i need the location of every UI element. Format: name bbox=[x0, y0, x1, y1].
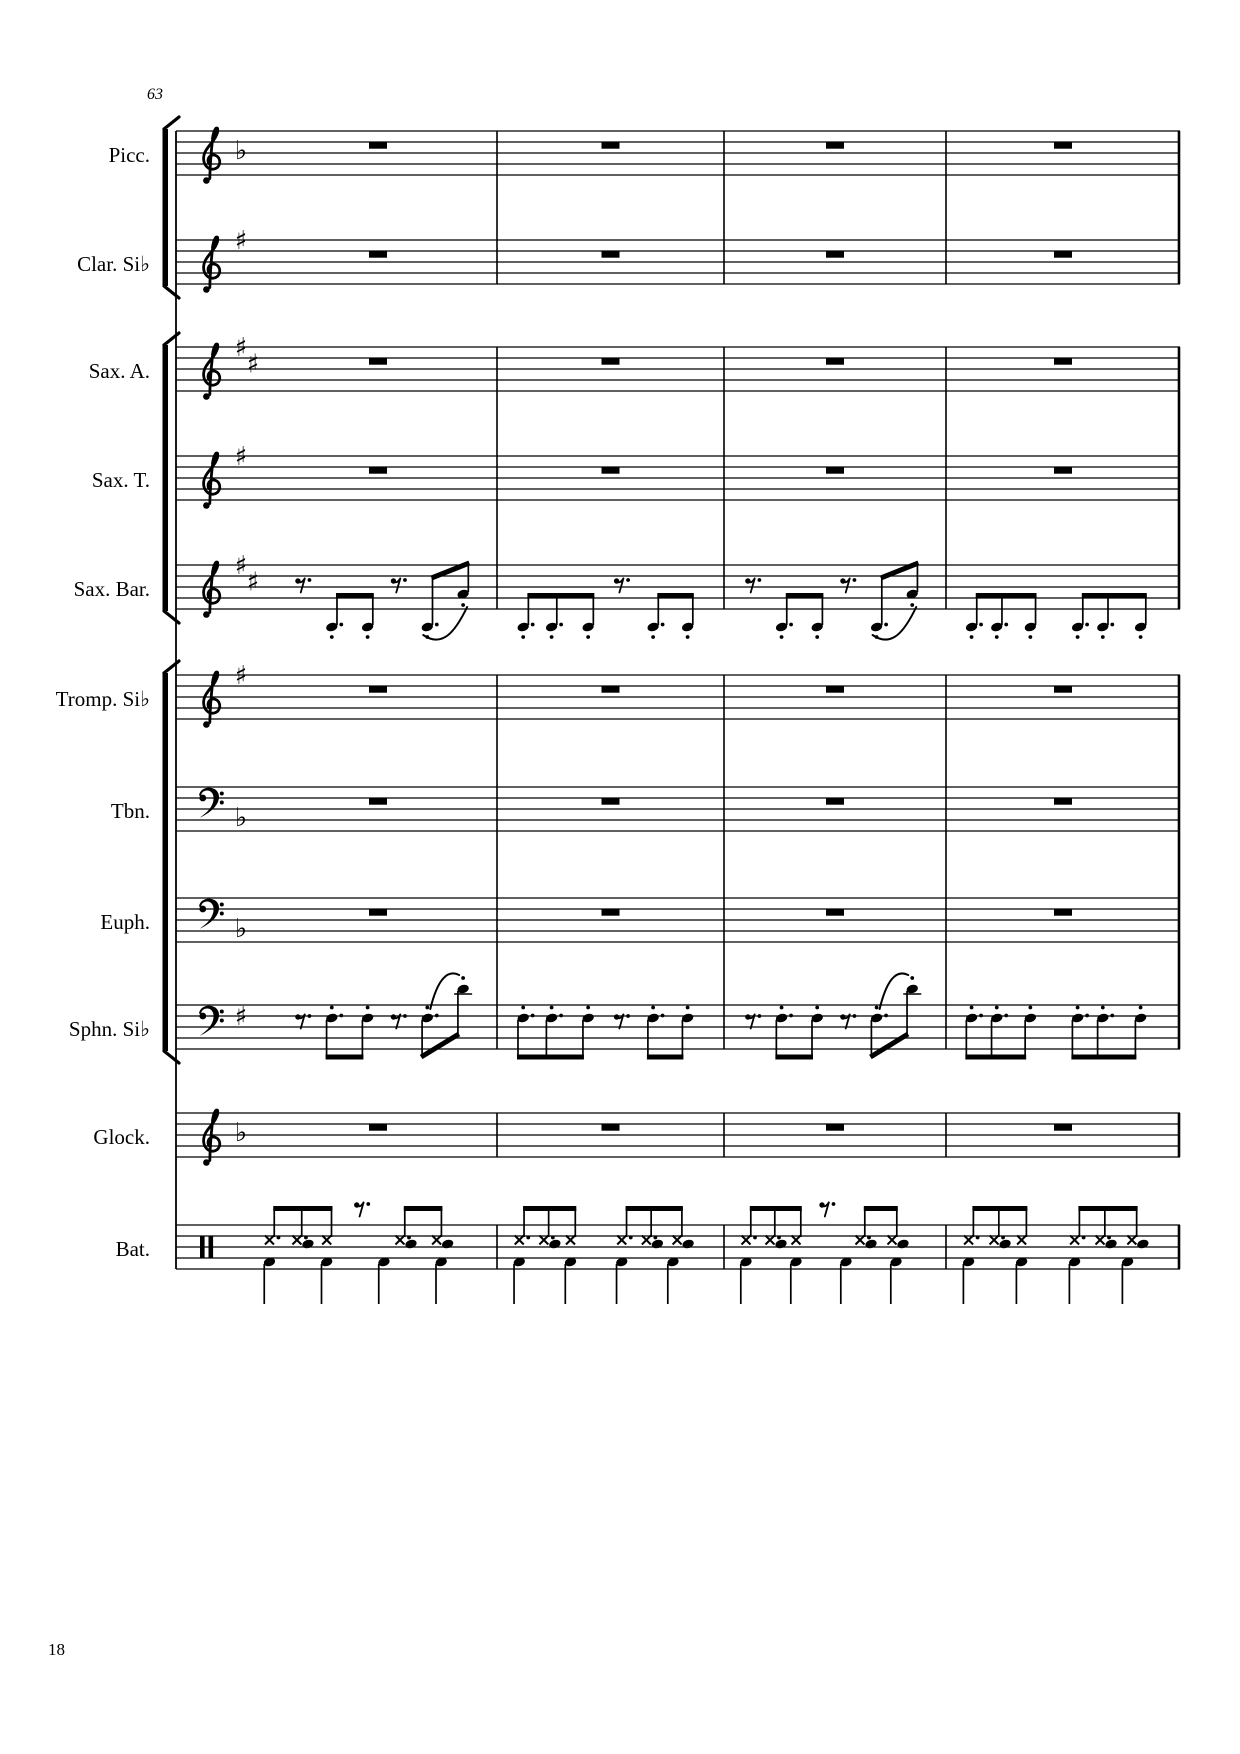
staccato-dot bbox=[1139, 635, 1143, 639]
staccato-dot bbox=[780, 1006, 784, 1010]
whole-rest bbox=[826, 1125, 844, 1131]
whole-rest bbox=[826, 468, 844, 474]
circle bbox=[220, 1019, 224, 1023]
measure-4 bbox=[962, 1209, 1150, 1305]
clef-ball bbox=[203, 1159, 210, 1166]
rect bbox=[209, 1236, 214, 1258]
staccato-dot bbox=[366, 1006, 370, 1010]
augmentation-dot bbox=[884, 1014, 888, 1018]
eighth-rest-icon bbox=[840, 578, 856, 592]
staff-tbn bbox=[176, 787, 1180, 833]
augmentation-dot bbox=[1085, 623, 1089, 627]
whole-rest bbox=[602, 468, 620, 474]
staccato-dot bbox=[970, 635, 974, 639]
augmentation-dot bbox=[403, 1014, 407, 1018]
clef-ball bbox=[203, 502, 210, 509]
whole-rest bbox=[1054, 143, 1072, 149]
whole-rest bbox=[369, 468, 387, 474]
x-notehead bbox=[539, 1236, 548, 1245]
x-notehead bbox=[673, 1236, 682, 1245]
staccato-dot bbox=[366, 635, 370, 639]
measure-2 bbox=[602, 359, 620, 365]
augmentation-dot bbox=[884, 623, 888, 627]
staccato-dot bbox=[1076, 1006, 1080, 1010]
bracket-bar bbox=[163, 673, 169, 1051]
augmentation-dot bbox=[526, 1236, 530, 1240]
staccato-dot bbox=[1076, 635, 1080, 639]
measure-2 bbox=[602, 252, 620, 258]
key-sharp-icon: ♯ bbox=[246, 567, 260, 598]
whole-rest bbox=[369, 1125, 387, 1131]
staccato-dot bbox=[1101, 1006, 1105, 1010]
augmentation-dot bbox=[832, 1202, 836, 1206]
x-notehead bbox=[888, 1236, 897, 1245]
instrument-label-sax-a: Sax. A. bbox=[88, 359, 150, 383]
measure-3 bbox=[826, 799, 844, 805]
augmentation-dot bbox=[551, 1236, 555, 1240]
measure-3 bbox=[739, 1202, 910, 1304]
measure-1 bbox=[369, 687, 387, 693]
augmentation-dot bbox=[304, 1236, 308, 1240]
staff-euph bbox=[176, 898, 1180, 944]
staff-clar-sib bbox=[176, 226, 1180, 293]
measure-1 bbox=[295, 563, 470, 640]
staff-sax-a bbox=[176, 333, 1180, 400]
x-notehead bbox=[642, 1236, 651, 1245]
clef-body bbox=[199, 788, 219, 818]
augmentation-dot bbox=[653, 1236, 657, 1240]
measure-1 bbox=[295, 973, 472, 1057]
x-notehead bbox=[515, 1236, 524, 1245]
slur bbox=[880, 973, 909, 1009]
measure-4 bbox=[1054, 910, 1072, 916]
drum-note-head bbox=[1104, 1238, 1118, 1249]
key-sharp-icon: ♯ bbox=[234, 333, 248, 363]
x-notehead bbox=[566, 1236, 575, 1245]
augmentation-dot bbox=[1107, 1236, 1111, 1240]
key-sharp-icon: ♯ bbox=[234, 551, 248, 581]
augmentation-dot bbox=[757, 578, 761, 582]
augmentation-dot bbox=[339, 1014, 343, 1018]
measure-1 bbox=[369, 468, 387, 474]
whole-rest bbox=[826, 252, 844, 258]
key-sharp-icon: ♯ bbox=[234, 1002, 248, 1032]
page-number: 18 bbox=[48, 1640, 65, 1659]
augmentation-dot bbox=[789, 1014, 793, 1018]
staff-bat bbox=[176, 1202, 1180, 1304]
x-notehead bbox=[964, 1236, 973, 1245]
augmentation-dot bbox=[531, 623, 535, 627]
augmentation-dot bbox=[407, 1236, 411, 1240]
whole-rest bbox=[602, 910, 620, 916]
whole-rest bbox=[1054, 910, 1072, 916]
whole-rest bbox=[602, 252, 620, 258]
augmentation-dot bbox=[979, 1014, 983, 1018]
staff-sphn-sib bbox=[176, 973, 1180, 1057]
whole-rest bbox=[826, 143, 844, 149]
augmentation-dot bbox=[435, 1014, 439, 1018]
circle bbox=[220, 903, 224, 907]
bass-clef-icon bbox=[199, 788, 224, 818]
augmentation-dot bbox=[867, 1236, 871, 1240]
staccato-dot bbox=[875, 1006, 879, 1010]
x-notehead bbox=[395, 1236, 404, 1245]
measure-4 bbox=[1054, 252, 1072, 258]
measure-4 bbox=[1054, 799, 1072, 805]
augmentation-dot bbox=[1001, 1236, 1005, 1240]
measure-2 bbox=[512, 1209, 694, 1305]
augmentation-dot bbox=[853, 578, 857, 582]
measure-3 bbox=[745, 563, 919, 640]
whole-rest bbox=[369, 143, 387, 149]
augmentation-dot bbox=[626, 578, 630, 582]
measure-3 bbox=[826, 687, 844, 693]
eighth-rest-icon bbox=[391, 1014, 407, 1028]
instrument-label-tromp-sib: Tromp. Si♭ bbox=[55, 687, 150, 711]
staccato-dot bbox=[521, 1006, 525, 1010]
staccato-dot bbox=[330, 1006, 334, 1010]
drum-note-head bbox=[998, 1238, 1012, 1249]
clef-body bbox=[199, 899, 219, 929]
staccato-dot bbox=[521, 635, 525, 639]
circle bbox=[220, 801, 224, 805]
whole-rest bbox=[1054, 687, 1072, 693]
eighth-rest-icon bbox=[614, 578, 630, 592]
eighth-rest-icon bbox=[614, 1014, 630, 1028]
circle bbox=[220, 912, 224, 916]
measure-4 bbox=[1054, 1125, 1072, 1131]
circle bbox=[199, 1013, 206, 1020]
staff-sax-bar bbox=[176, 551, 1180, 640]
measure-2 bbox=[602, 468, 620, 474]
augmentation-dot bbox=[789, 623, 793, 627]
clef-ball bbox=[203, 611, 210, 618]
eighth-rest-icon bbox=[295, 578, 311, 592]
rect bbox=[200, 1236, 205, 1258]
slur bbox=[430, 973, 459, 1009]
augmentation-dot bbox=[1004, 623, 1008, 627]
drum-note-head bbox=[301, 1238, 315, 1249]
clef-ball bbox=[203, 393, 210, 400]
drum-note-head bbox=[651, 1238, 665, 1249]
instrument-label-euph: Euph. bbox=[100, 910, 150, 934]
staccato-dot bbox=[461, 976, 465, 980]
drum-note-head bbox=[774, 1238, 788, 1249]
key-flat-icon: ♭ bbox=[234, 803, 248, 833]
whole-rest bbox=[826, 910, 844, 916]
augmentation-dot bbox=[403, 578, 407, 582]
x-notehead bbox=[432, 1236, 441, 1245]
staccato-dot bbox=[461, 603, 465, 607]
staccato-dot bbox=[651, 1006, 655, 1010]
augmentation-dot bbox=[277, 1236, 281, 1240]
measure-1 bbox=[369, 143, 387, 149]
clef-ball bbox=[203, 286, 210, 293]
staff-picc bbox=[176, 128, 1180, 184]
bass-clef-icon bbox=[199, 1006, 224, 1036]
drum-note-head bbox=[864, 1238, 878, 1249]
augmentation-dot bbox=[366, 1202, 370, 1206]
measure-4 bbox=[1054, 359, 1072, 365]
measure-4 bbox=[1054, 687, 1072, 693]
augmentation-dot bbox=[559, 623, 563, 627]
measure-1 bbox=[369, 252, 387, 258]
whole-rest bbox=[369, 910, 387, 916]
staccato-dot bbox=[815, 1006, 819, 1010]
measure-2 bbox=[602, 1125, 620, 1131]
augmentation-dot bbox=[629, 1236, 633, 1240]
whole-rest bbox=[826, 687, 844, 693]
whole-rest bbox=[369, 252, 387, 258]
x-notehead bbox=[856, 1236, 865, 1245]
circle bbox=[199, 795, 206, 802]
staccato-dot bbox=[586, 1006, 590, 1010]
augmentation-dot bbox=[1082, 1236, 1086, 1240]
circle bbox=[220, 1010, 224, 1014]
clef-body bbox=[199, 1006, 219, 1036]
x-notehead bbox=[792, 1236, 801, 1245]
staccato-dot bbox=[1028, 635, 1032, 639]
key-flat-icon: ♭ bbox=[234, 914, 248, 944]
staccato-dot bbox=[550, 635, 554, 639]
staccato-dot bbox=[651, 635, 655, 639]
x-notehead bbox=[617, 1236, 626, 1245]
augmentation-dot bbox=[531, 1014, 535, 1018]
measure-1 bbox=[369, 1125, 387, 1131]
augmentation-dot bbox=[853, 1014, 857, 1018]
x-notehead bbox=[1070, 1236, 1079, 1245]
staccato-dot bbox=[550, 1006, 554, 1010]
drum-note-head bbox=[441, 1238, 455, 1249]
measure-1 bbox=[369, 359, 387, 365]
augmentation-dot bbox=[308, 1014, 312, 1018]
clef-ball bbox=[203, 721, 210, 728]
measure-3 bbox=[826, 143, 844, 149]
x-notehead bbox=[292, 1236, 301, 1245]
drum-note-head bbox=[404, 1238, 418, 1249]
whole-rest bbox=[369, 687, 387, 693]
x-notehead bbox=[322, 1236, 331, 1245]
augmentation-dot bbox=[339, 623, 343, 627]
whole-rest bbox=[602, 1125, 620, 1131]
staff-glock bbox=[176, 1110, 1180, 1166]
instrument-label-picc: Picc. bbox=[108, 143, 150, 167]
augmentation-dot bbox=[1110, 623, 1114, 627]
staccato-dot bbox=[910, 603, 914, 607]
measure-4 bbox=[1054, 468, 1072, 474]
staccato-dot bbox=[970, 1006, 974, 1010]
whole-rest bbox=[826, 799, 844, 805]
eighth-rest-icon bbox=[354, 1202, 370, 1216]
drum-note-head bbox=[681, 1238, 695, 1249]
drum-note-head bbox=[896, 1238, 910, 1249]
measure-4 bbox=[965, 596, 1148, 639]
augmentation-dot bbox=[1085, 1014, 1089, 1018]
key-sharp-icon: ♯ bbox=[246, 349, 260, 380]
augmentation-dot bbox=[777, 1236, 781, 1240]
augmentation-dot bbox=[559, 1014, 563, 1018]
x-notehead bbox=[766, 1236, 775, 1245]
measure-2 bbox=[602, 799, 620, 805]
staccato-dot bbox=[815, 635, 819, 639]
whole-rest bbox=[602, 143, 620, 149]
whole-rest bbox=[1054, 359, 1072, 365]
bracket-bar bbox=[163, 345, 169, 611]
whole-rest bbox=[1054, 799, 1072, 805]
augmentation-dot bbox=[435, 623, 439, 627]
instrument-label-bat: Bat. bbox=[115, 1237, 150, 1261]
staccato-dot bbox=[330, 635, 334, 639]
augmentation-dot bbox=[753, 1236, 757, 1240]
key-sharp-icon: ♯ bbox=[234, 226, 248, 256]
drum-note-head bbox=[548, 1238, 562, 1249]
staccato-dot bbox=[1028, 1006, 1032, 1010]
x-notehead bbox=[742, 1236, 751, 1245]
whole-rest bbox=[826, 359, 844, 365]
measure-number: 63 bbox=[147, 86, 163, 103]
whole-rest bbox=[602, 687, 620, 693]
staccato-dot bbox=[425, 1006, 429, 1010]
staccato-dot bbox=[910, 976, 914, 980]
instrument-label-clar-sib: Clar. Si♭ bbox=[77, 252, 150, 276]
eighth-rest-icon bbox=[295, 1014, 311, 1028]
measure-1 bbox=[369, 910, 387, 916]
instrument-label-tbn: Tbn. bbox=[110, 799, 150, 823]
augmentation-dot bbox=[979, 623, 983, 627]
instrument-label-glock: Glock. bbox=[93, 1125, 150, 1149]
measure-2 bbox=[602, 910, 620, 916]
augmentation-dot bbox=[1004, 1014, 1008, 1018]
staff-tromp-sib bbox=[176, 661, 1180, 728]
whole-rest bbox=[369, 359, 387, 365]
key-sharp-icon: ♯ bbox=[234, 442, 248, 472]
measure-4 bbox=[1054, 143, 1072, 149]
whole-rest bbox=[602, 359, 620, 365]
staccato-dot bbox=[995, 635, 999, 639]
instrument-label-sax-t: Sax. T. bbox=[91, 468, 150, 492]
whole-rest bbox=[369, 799, 387, 805]
measure-3 bbox=[826, 910, 844, 916]
instrument-label-sax-bar: Sax. Bar. bbox=[73, 577, 150, 601]
x-notehead bbox=[1096, 1236, 1105, 1245]
measure-3 bbox=[745, 973, 921, 1057]
eighth-rest-icon bbox=[819, 1202, 835, 1216]
staccato-dot bbox=[686, 1006, 690, 1010]
staccato-dot bbox=[686, 635, 690, 639]
eighth-rest-icon bbox=[840, 1014, 856, 1028]
augmentation-dot bbox=[626, 1014, 630, 1018]
augmentation-dot bbox=[661, 1014, 665, 1018]
x-notehead bbox=[1127, 1236, 1136, 1245]
key-flat-icon: ♭ bbox=[234, 136, 248, 166]
measure-3 bbox=[826, 359, 844, 365]
measure-2 bbox=[602, 143, 620, 149]
instrument-label-sphn-sib: Sphn. Si♭ bbox=[68, 1017, 150, 1041]
bracket-bar bbox=[163, 129, 169, 286]
circle bbox=[220, 792, 224, 796]
system bbox=[163, 117, 1181, 1304]
key-flat-icon: ♭ bbox=[234, 1118, 248, 1148]
whole-rest bbox=[1054, 468, 1072, 474]
measure-1 bbox=[263, 1202, 455, 1304]
augmentation-dot bbox=[976, 1236, 980, 1240]
staccato-dot bbox=[1139, 1006, 1143, 1010]
key-sharp-icon: ♯ bbox=[234, 661, 248, 691]
eighth-rest-icon bbox=[745, 1014, 761, 1028]
augmentation-dot bbox=[308, 578, 312, 582]
measure-2 bbox=[602, 687, 620, 693]
measure-1 bbox=[369, 799, 387, 805]
x-notehead bbox=[1017, 1236, 1026, 1245]
whole-rest bbox=[602, 799, 620, 805]
augmentation-dot bbox=[757, 1014, 761, 1018]
staccato-dot bbox=[780, 635, 784, 639]
eighth-rest-icon bbox=[391, 578, 407, 592]
drum-note-head bbox=[1136, 1238, 1150, 1249]
staccato-dot bbox=[1101, 635, 1105, 639]
whole-rest bbox=[1054, 1125, 1072, 1131]
bracket-hook bbox=[164, 117, 179, 129]
x-notehead bbox=[990, 1236, 999, 1245]
augmentation-dot bbox=[1110, 1014, 1114, 1018]
bass-clef-icon bbox=[199, 899, 224, 929]
staccato-dot bbox=[586, 635, 590, 639]
eighth-rest-icon bbox=[745, 578, 761, 592]
circle bbox=[199, 906, 206, 913]
staccato-dot bbox=[995, 1006, 999, 1010]
measure-3 bbox=[826, 1125, 844, 1131]
whole-rest bbox=[1054, 252, 1072, 258]
x-notehead bbox=[265, 1236, 274, 1245]
measure-3 bbox=[826, 252, 844, 258]
augmentation-dot bbox=[661, 623, 665, 627]
measure-3 bbox=[826, 468, 844, 474]
clef-ball bbox=[203, 177, 210, 184]
staff-sax-t bbox=[176, 442, 1180, 509]
